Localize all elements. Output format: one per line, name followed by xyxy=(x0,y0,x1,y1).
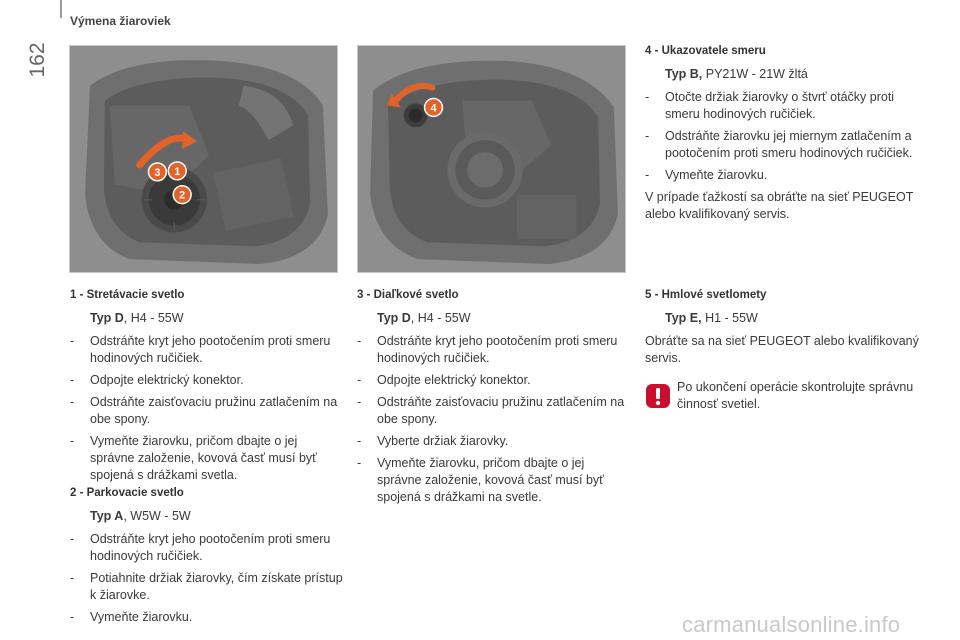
callout-4-icon xyxy=(425,99,443,117)
headlamp-figure-indicator xyxy=(357,45,626,273)
section-2-type: Typ A, W5W - 5W xyxy=(90,509,191,523)
headlamp-illustration-left xyxy=(70,46,337,272)
section-1-type: Typ D, H4 - 55W xyxy=(90,311,184,325)
column-right-bottom xyxy=(645,287,925,373)
list-item: - Otočte držiak žiarovky o štvrť otáčky proti smeru hodinových ručičiek. xyxy=(645,90,895,121)
section-5-type: Typ E, H1 - 55W xyxy=(665,311,758,325)
section-3-title: 3 - Diaľkové svetlo xyxy=(357,289,459,301)
callout-2-icon xyxy=(173,186,191,204)
column-left xyxy=(70,287,345,631)
list-item: - Odpojte elektrický konektor. xyxy=(70,373,244,387)
list-item: - Odstráňte kryt jeho pootočením proti smeru hodinových ručičiek. xyxy=(357,334,618,365)
section-3-type: Typ D, H4 - 55W xyxy=(377,311,471,325)
section-2-title: 2 - Parkovacie svetlo xyxy=(70,487,184,499)
list-item: - Odstráňte zaisťovaciu pružinu zatlačením na obe spony. xyxy=(70,395,338,426)
warning-icon xyxy=(645,383,671,409)
page-title: Výmena žiaroviek xyxy=(70,14,171,28)
section-4-type: Typ B, PY21W - 21W žltá xyxy=(665,67,808,81)
list-item: - Vymeňte žiarovku. xyxy=(70,610,193,624)
headlamp-illustration-mid xyxy=(358,46,625,272)
list-item: - Odstráňte žiarovku jej miernym zatlačením a pootočením proti smeru hodinových ručičiek. xyxy=(645,129,913,160)
callout-3-icon xyxy=(148,163,166,181)
callout-1-icon xyxy=(168,162,186,180)
warning-note xyxy=(645,379,925,419)
list-item: - Potiahnite držiak žiarovky, čím získate prístup k žiarovke. xyxy=(70,571,343,602)
section-5-note: Obráťte sa na sieť PEUGEOT alebo kvalifikovaný servis. xyxy=(645,334,919,365)
list-item: - Vyberte držiak žiarovky. xyxy=(357,434,509,448)
list-item: - Odstráňte kryt jeho pootočením proti smeru hodinových ručičiek. xyxy=(70,334,331,365)
list-item: - Vymeňte žiarovku, pričom dbajte o jej správne založenie, kovová časť musí byť spojená s drážkami na svetle. xyxy=(357,456,604,504)
section-4-title: 4 - Ukazovatele smeru xyxy=(645,45,766,57)
column-middle xyxy=(357,287,632,511)
sidebar-accent-line xyxy=(60,0,62,18)
svg-text:3: 3 xyxy=(154,166,161,179)
section-5-title: 5 - Hmlové svetlomety xyxy=(645,289,767,301)
svg-text:1: 1 xyxy=(174,165,181,178)
page-number: 162 xyxy=(26,42,49,78)
list-item: - Vymeňte žiarovku, pričom dbajte o jej správne založenie, kovová časť musí byť spojená s drážkami svetla. xyxy=(70,434,317,482)
list-item: - Odpojte elektrický konektor. xyxy=(357,373,531,387)
list-item: - Vymeňte žiarovku. xyxy=(645,168,768,182)
warning-text: Po ukončení operácie skontrolujte správnu činnosť svetiel. xyxy=(677,380,914,411)
svg-text:4: 4 xyxy=(430,102,437,115)
section-4-note: V prípade ťažkostí sa obráťte na sieť PEUGEOT alebo kvalifikovaný servis. xyxy=(645,190,914,221)
section-1-title: 1 - Stretávacie svetlo xyxy=(70,289,185,301)
column-right-top xyxy=(645,43,925,229)
list-item: - Odstráňte zaisťovaciu pružinu zatlačením na obe spony. xyxy=(357,395,625,426)
list-item: - Odstráňte kryt jeho pootočením proti smeru hodinových ručičiek. xyxy=(70,532,331,563)
svg-text:2: 2 xyxy=(179,189,186,202)
watermark: carmanualsonline.info xyxy=(682,612,901,637)
headlamp-figure-low-beam xyxy=(69,45,338,273)
